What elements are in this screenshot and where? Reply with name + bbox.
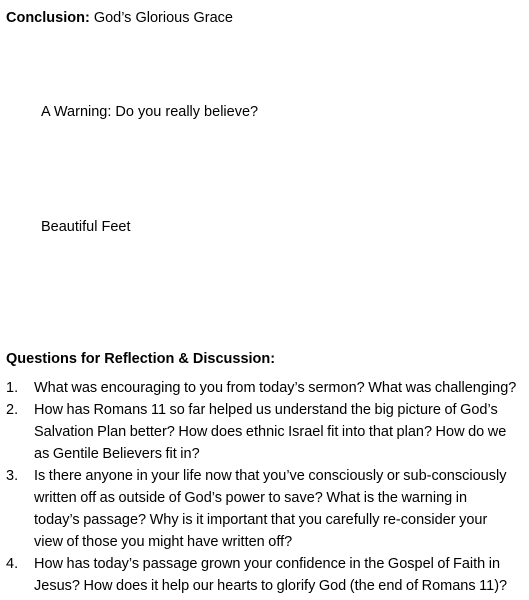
question-line: Jesus? How does it help our hearts to glorify God (the end of Romans 11)? (34, 578, 508, 594)
question-item (0, 465, 525, 553)
question-line: as Gentile Believers fit in? (34, 446, 200, 462)
questions-heading: Questions for Reflection & Discussion: (6, 351, 276, 367)
question-line: today’s passage? Why is it important that you carefully re-consider your (34, 512, 488, 528)
conclusion-heading (6, 9, 233, 27)
sermon-point-beautiful-feet: Beautiful Feet (41, 219, 131, 235)
question-number: 2. (6, 402, 19, 418)
questions-list (0, 377, 525, 597)
question-line: How has Romans 11 so far helped us understand the big picture of God’s (34, 402, 498, 418)
conclusion-title: God’s Glorious Grace (93, 10, 233, 26)
question-item (0, 377, 525, 399)
question-item (0, 553, 525, 597)
question-line: written off as outside of God’s power to save? What is the warning in (34, 490, 468, 506)
question-number: 1. (6, 380, 19, 396)
question-number: 3. (6, 468, 19, 484)
question-number: 4. (6, 556, 19, 572)
question-item (0, 399, 525, 465)
question-line: Is there anyone in your life now that you’ve consciously or sub-consciously (34, 468, 507, 484)
question-line: What was encouraging to you from today’s sermon? What was challenging? (34, 380, 517, 396)
question-line: How has today’s passage grown your confidence in the Gospel of Faith in (34, 556, 501, 572)
question-line: view of those you might have written off? (34, 534, 293, 550)
conclusion-label: Conclusion: (6, 10, 90, 26)
sermon-point-warning: A Warning: Do you really believe? (41, 104, 259, 120)
question-line: Salvation Plan better? How does ethnic Israel fit into that plan? How do we (34, 424, 507, 440)
